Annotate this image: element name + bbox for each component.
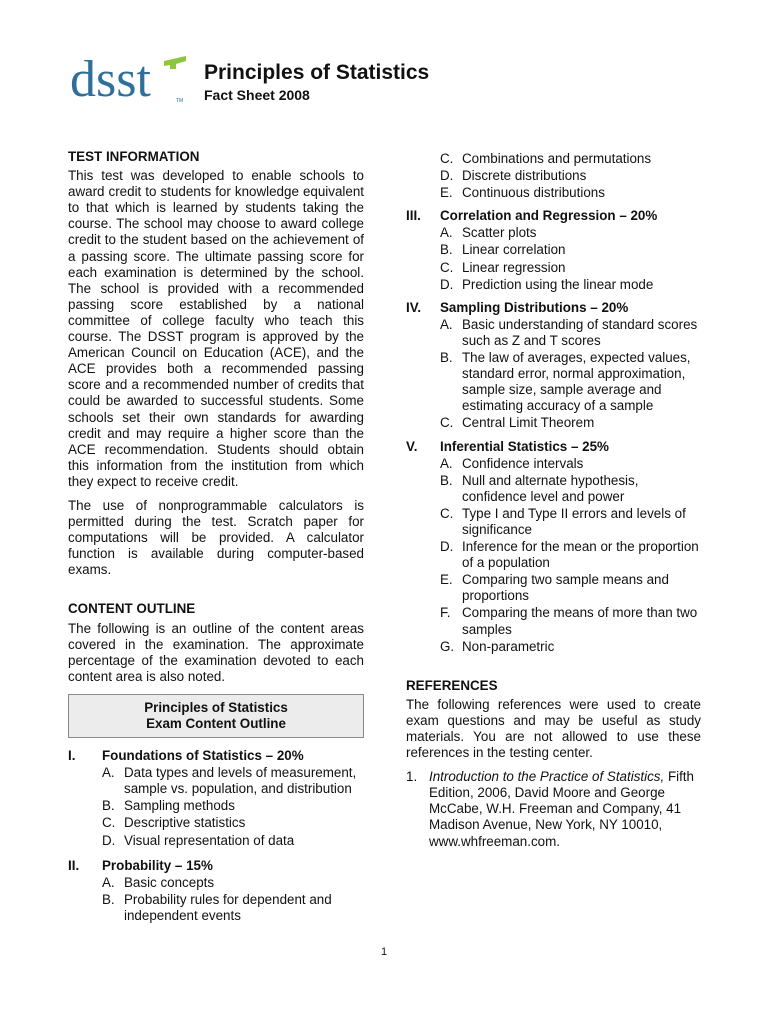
item-text: Comparing the means of more than two samples [462,605,698,637]
calculator-paragraph: The use of nonprogrammable calculators is permitted during the test. Scratch paper for computations will be provided. A calculator function is available during computer-based exams. [68,497,364,578]
item-letter: B. [102,891,115,907]
item-text: Central Limit Theorem [462,415,595,431]
mortarboard-icon [164,56,186,69]
list-item [102,765,364,797]
topic-heading [406,208,701,224]
item-letter: D. [102,832,116,848]
item-letter: G. [440,638,455,654]
item-letter: D. [440,168,454,184]
topic-number: IV. [406,299,422,315]
list-item [440,260,701,276]
references-intro: The following references were used to create exam questions and may be useful as study materials. You are not allowed to use these references in the testing center. [406,696,701,761]
list-item [102,815,364,831]
topic-items [102,875,364,924]
item-text: Descriptive statistics [124,815,246,831]
list-item [440,572,701,604]
topic-heading [406,439,701,455]
test-information-paragraph: This test was developed to enable schools to award credit to students for knowledge equivalent to that which is learned by students taking the course. The school may choose to award college credit to the student based on the achievement of a passing score. The ultimate passing score for each examination is determined by the school. The school is provided with a recommended passing score established by a national committee of college faculty who teach this course. The DSST program is approved by the American Council on Education (ACE), and the ACE provides both a recommended passing score and a recommended number of credits that could be awarded to successful students. Some schools set their own standards for awarding credit and may require a higher score than the ACE recommendation. Students should obtain this information from the institution from which they expect to receive credit. [68,168,364,489]
outline-topic-4 [406,300,701,432]
item-letter: A. [440,455,453,471]
topic-title: Sampling Distributions – 20% [440,299,629,315]
topic-items [440,225,701,292]
item-text: Confidence intervals [462,455,584,471]
document-title: Principles of Statistics [204,61,430,84]
topic-title: Foundations of Statistics – 20% [102,748,304,764]
list-item [440,317,701,349]
reference-text [429,769,701,849]
list-item [440,277,701,293]
item-text: Comparing two sample means and proportions [462,572,669,604]
list-item [440,605,701,637]
page-number: 1 [380,946,388,958]
list-item [440,185,701,201]
list-item [440,415,701,431]
outline-topic-2 [68,858,364,924]
list-item [102,833,364,849]
item-text: Prediction using the linear mode [462,276,654,292]
item-text: Discrete distributions [462,168,587,184]
topic-items [440,317,701,432]
item-letter: E. [440,572,453,588]
topic-heading [68,858,364,874]
item-text: Type I and Type II errors and levels of significance [462,505,686,537]
reference-number: 1. [406,769,418,785]
item-text: Inference for the mean or the proportion of a population [462,539,699,571]
topic-title: Probability – 15% [102,857,213,873]
outline-topic-1 [68,748,364,849]
list-item [440,506,701,538]
item-text: The law of averages, expected values, standard error, normal approximation, sample size, sample average and estimating accuracy of a sample [462,350,691,414]
reference-details: Fifth Edition, 2006, David Moore and George McCabe, W.H. Freeman and Company, 41 Madison Avenue, New York, NY 10010, www.whfreeman.com. [429,769,694,849]
topic-number: III. [406,208,421,224]
topic-heading [68,748,364,764]
topic-title: Inferential Statistics – 25% [440,438,609,454]
topic-title: Correlation and Regression – 20% [440,208,658,224]
document-subtitle: Fact Sheet 2008 [204,87,310,103]
list-item [440,639,701,655]
outline-topic-5 [406,439,701,655]
list-item [440,151,701,167]
reference-title: Introduction to the Practice of Statistics, [429,769,665,785]
list-item [102,798,364,814]
list-item [440,473,701,505]
item-letter: C. [102,815,116,831]
content-outline-intro: The following is an outline of the content areas covered in the examination. The approximate percentage of the examination devoted to each content area is also noted. [68,620,364,684]
item-text: Linear correlation [462,242,566,258]
right-column [406,151,701,850]
item-letter: E. [440,185,453,201]
dsst-logo [70,52,188,104]
item-text: Visual representation of data [124,832,295,848]
list-item [440,350,701,414]
item-letter: B. [440,242,453,258]
item-letter: A. [102,765,115,781]
logo-trademark: TM [176,98,184,104]
item-text: Combinations and permutations [462,151,652,166]
list-item [440,225,701,241]
outline-title-box [68,694,364,738]
topic-items [440,456,701,655]
item-text: Null and alternate hypothesis, confidence level and power [462,472,639,504]
outline-box-line-1: Principles of Statistics [144,699,288,715]
list-item [440,168,701,184]
item-letter: A. [440,316,453,332]
reference-item [406,769,701,849]
item-text: Sampling methods [124,798,235,814]
topic-number: V. [406,438,418,454]
left-column [68,149,364,925]
document-header [0,0,768,120]
list-item [102,892,364,924]
item-letter: F. [440,605,451,621]
item-letter: C. [440,415,454,431]
topic-number: II. [68,857,80,873]
item-letter: A. [102,874,115,890]
item-letter: C. [440,259,454,275]
logo-wordmark: dsst [70,52,151,104]
list-item [102,875,364,891]
test-information-heading: TEST INFORMATION [68,149,200,164]
item-text: Basic understanding of standard scores such as Z and T scores [462,316,698,348]
topic-heading [406,300,701,316]
item-text: Probability rules for dependent and independent events [124,891,332,923]
item-letter: C. [440,505,454,521]
topic-items [102,765,364,848]
list-item [440,242,701,258]
item-text: Data types and levels of measurement, sample vs. population, and distribution [124,765,357,797]
item-letter: B. [440,350,453,366]
content-outline-heading: CONTENT OUTLINE [68,601,196,617]
item-letter: A. [440,225,453,241]
item-letter: D. [440,539,454,555]
item-letter: B. [440,472,453,488]
topic-number: I. [68,748,76,764]
list-item [440,539,701,571]
outline-topic-3 [406,208,701,292]
list-item [440,456,701,472]
references-heading: REFERENCES [406,677,498,693]
item-letter: C. [440,151,454,166]
outline-box-line-2: Exam Content Outline [146,716,286,731]
item-text: Continuous distributions [462,185,605,201]
item-text: Scatter plots [462,225,537,241]
topic-2-continued-items [440,151,701,201]
item-letter: B. [102,798,115,814]
item-letter: D. [440,276,454,292]
item-text: Linear regression [462,259,566,275]
item-text: Non-parametric [462,638,555,654]
item-text: Basic concepts [124,874,215,890]
